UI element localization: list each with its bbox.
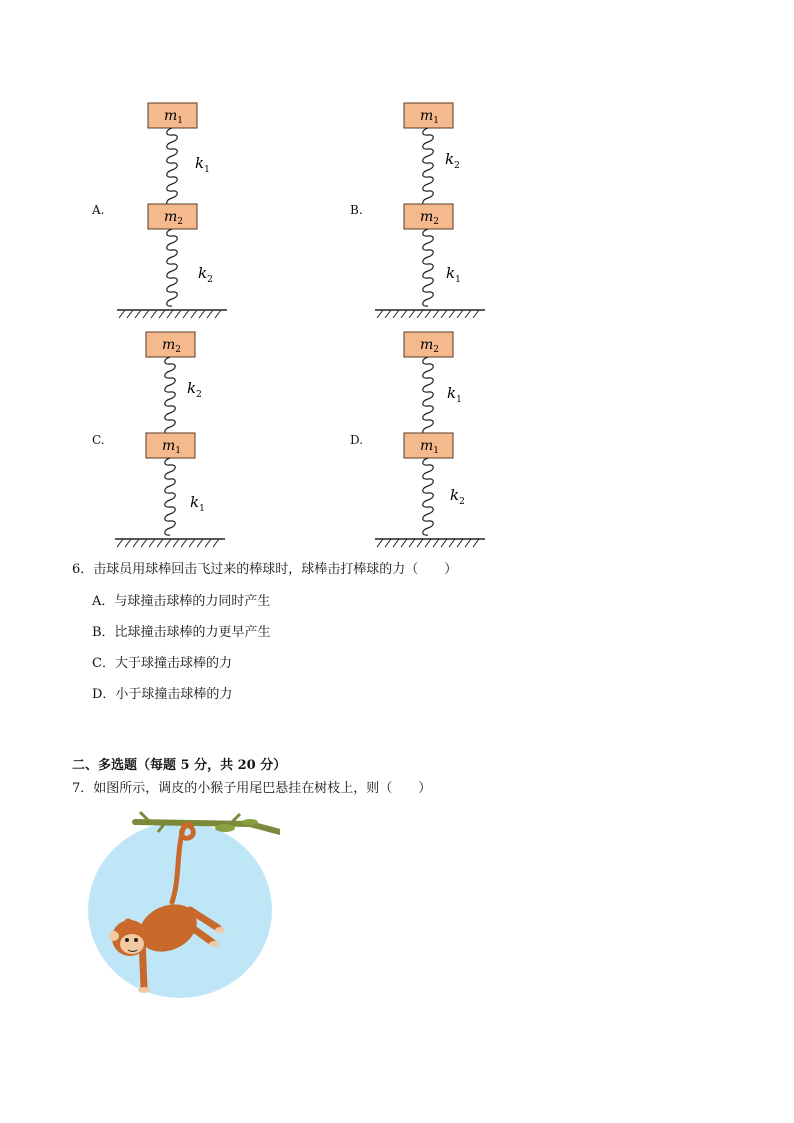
block-b-bottom-label: $m_2$: [420, 209, 440, 227]
spring-b-top: [423, 128, 434, 205]
question-6-option-d[interactable]: D．小于球撞击球棒的力: [92, 687, 233, 702]
spring-d-top-label: $k_1$: [447, 384, 462, 405]
spring-d-bottom: [423, 458, 434, 535]
question-7-stem: 7．如图所示，调皮的小猴子用尾巴悬挂在树枝上，则（ ）: [72, 781, 432, 796]
diagram-c: [115, 332, 225, 547]
block-b-top-label: $m_1$: [420, 108, 440, 126]
spring-d-top: [423, 357, 434, 434]
diagram-b: [375, 103, 485, 318]
ground-d: [375, 539, 485, 547]
block-c-top-label: $m_2$: [162, 337, 182, 355]
option-letter-d: D.: [350, 433, 364, 447]
ground-a: [117, 310, 227, 318]
block-a-bottom-label: $m_2$: [164, 209, 184, 227]
spring-c-top: [165, 357, 176, 434]
spring-a-top-label: $k_1$: [195, 154, 210, 175]
spring-c-bottom-label: $k_1$: [190, 493, 205, 514]
diagram-a: [117, 103, 227, 318]
block-c-bottom-label: $m_1$: [162, 438, 182, 456]
spring-a-bottom-label: $k_2$: [198, 264, 213, 285]
option-letter-b: B.: [350, 203, 363, 217]
monkey-hanging-by-tail-icon: [80, 810, 280, 1005]
option-letter-a: A.: [92, 203, 105, 217]
spring-b-bottom-label: $k_1$: [446, 264, 461, 285]
ground-c: [115, 539, 225, 547]
option-letter-c: C.: [92, 433, 105, 447]
spring-c-bottom: [165, 458, 176, 535]
question-6-stem: 6．击球员用球棒回击飞过来的棒球时，球棒击打棒球的力（ ）: [72, 562, 458, 577]
question-6-option-b[interactable]: B．比球撞击球棒的力更早产生: [92, 625, 271, 640]
section-2-heading: 二、多选题（每题 5 分，共 20 分）: [72, 758, 287, 773]
spring-c-top-label: $k_2$: [187, 379, 202, 400]
ground-b: [375, 310, 485, 318]
spring-b-bottom: [423, 229, 434, 306]
diagram-d: [375, 332, 485, 547]
block-d-bottom-label: $m_1$: [420, 438, 440, 456]
spring-a-bottom: [167, 229, 178, 306]
spring-b-top-label: $k_2$: [445, 150, 460, 171]
spring-d-bottom-label: $k_2$: [450, 486, 465, 507]
block-a-top-label: $m_1$: [164, 108, 184, 126]
spring-diagrams: [0, 0, 794, 560]
question-6-option-a[interactable]: A．与球撞击球棒的力同时产生: [92, 594, 271, 609]
spring-a-top: [167, 128, 178, 205]
question-6-option-c[interactable]: C．大于球撞击球棒的力: [92, 656, 232, 671]
block-d-top-label: $m_2$: [420, 337, 440, 355]
